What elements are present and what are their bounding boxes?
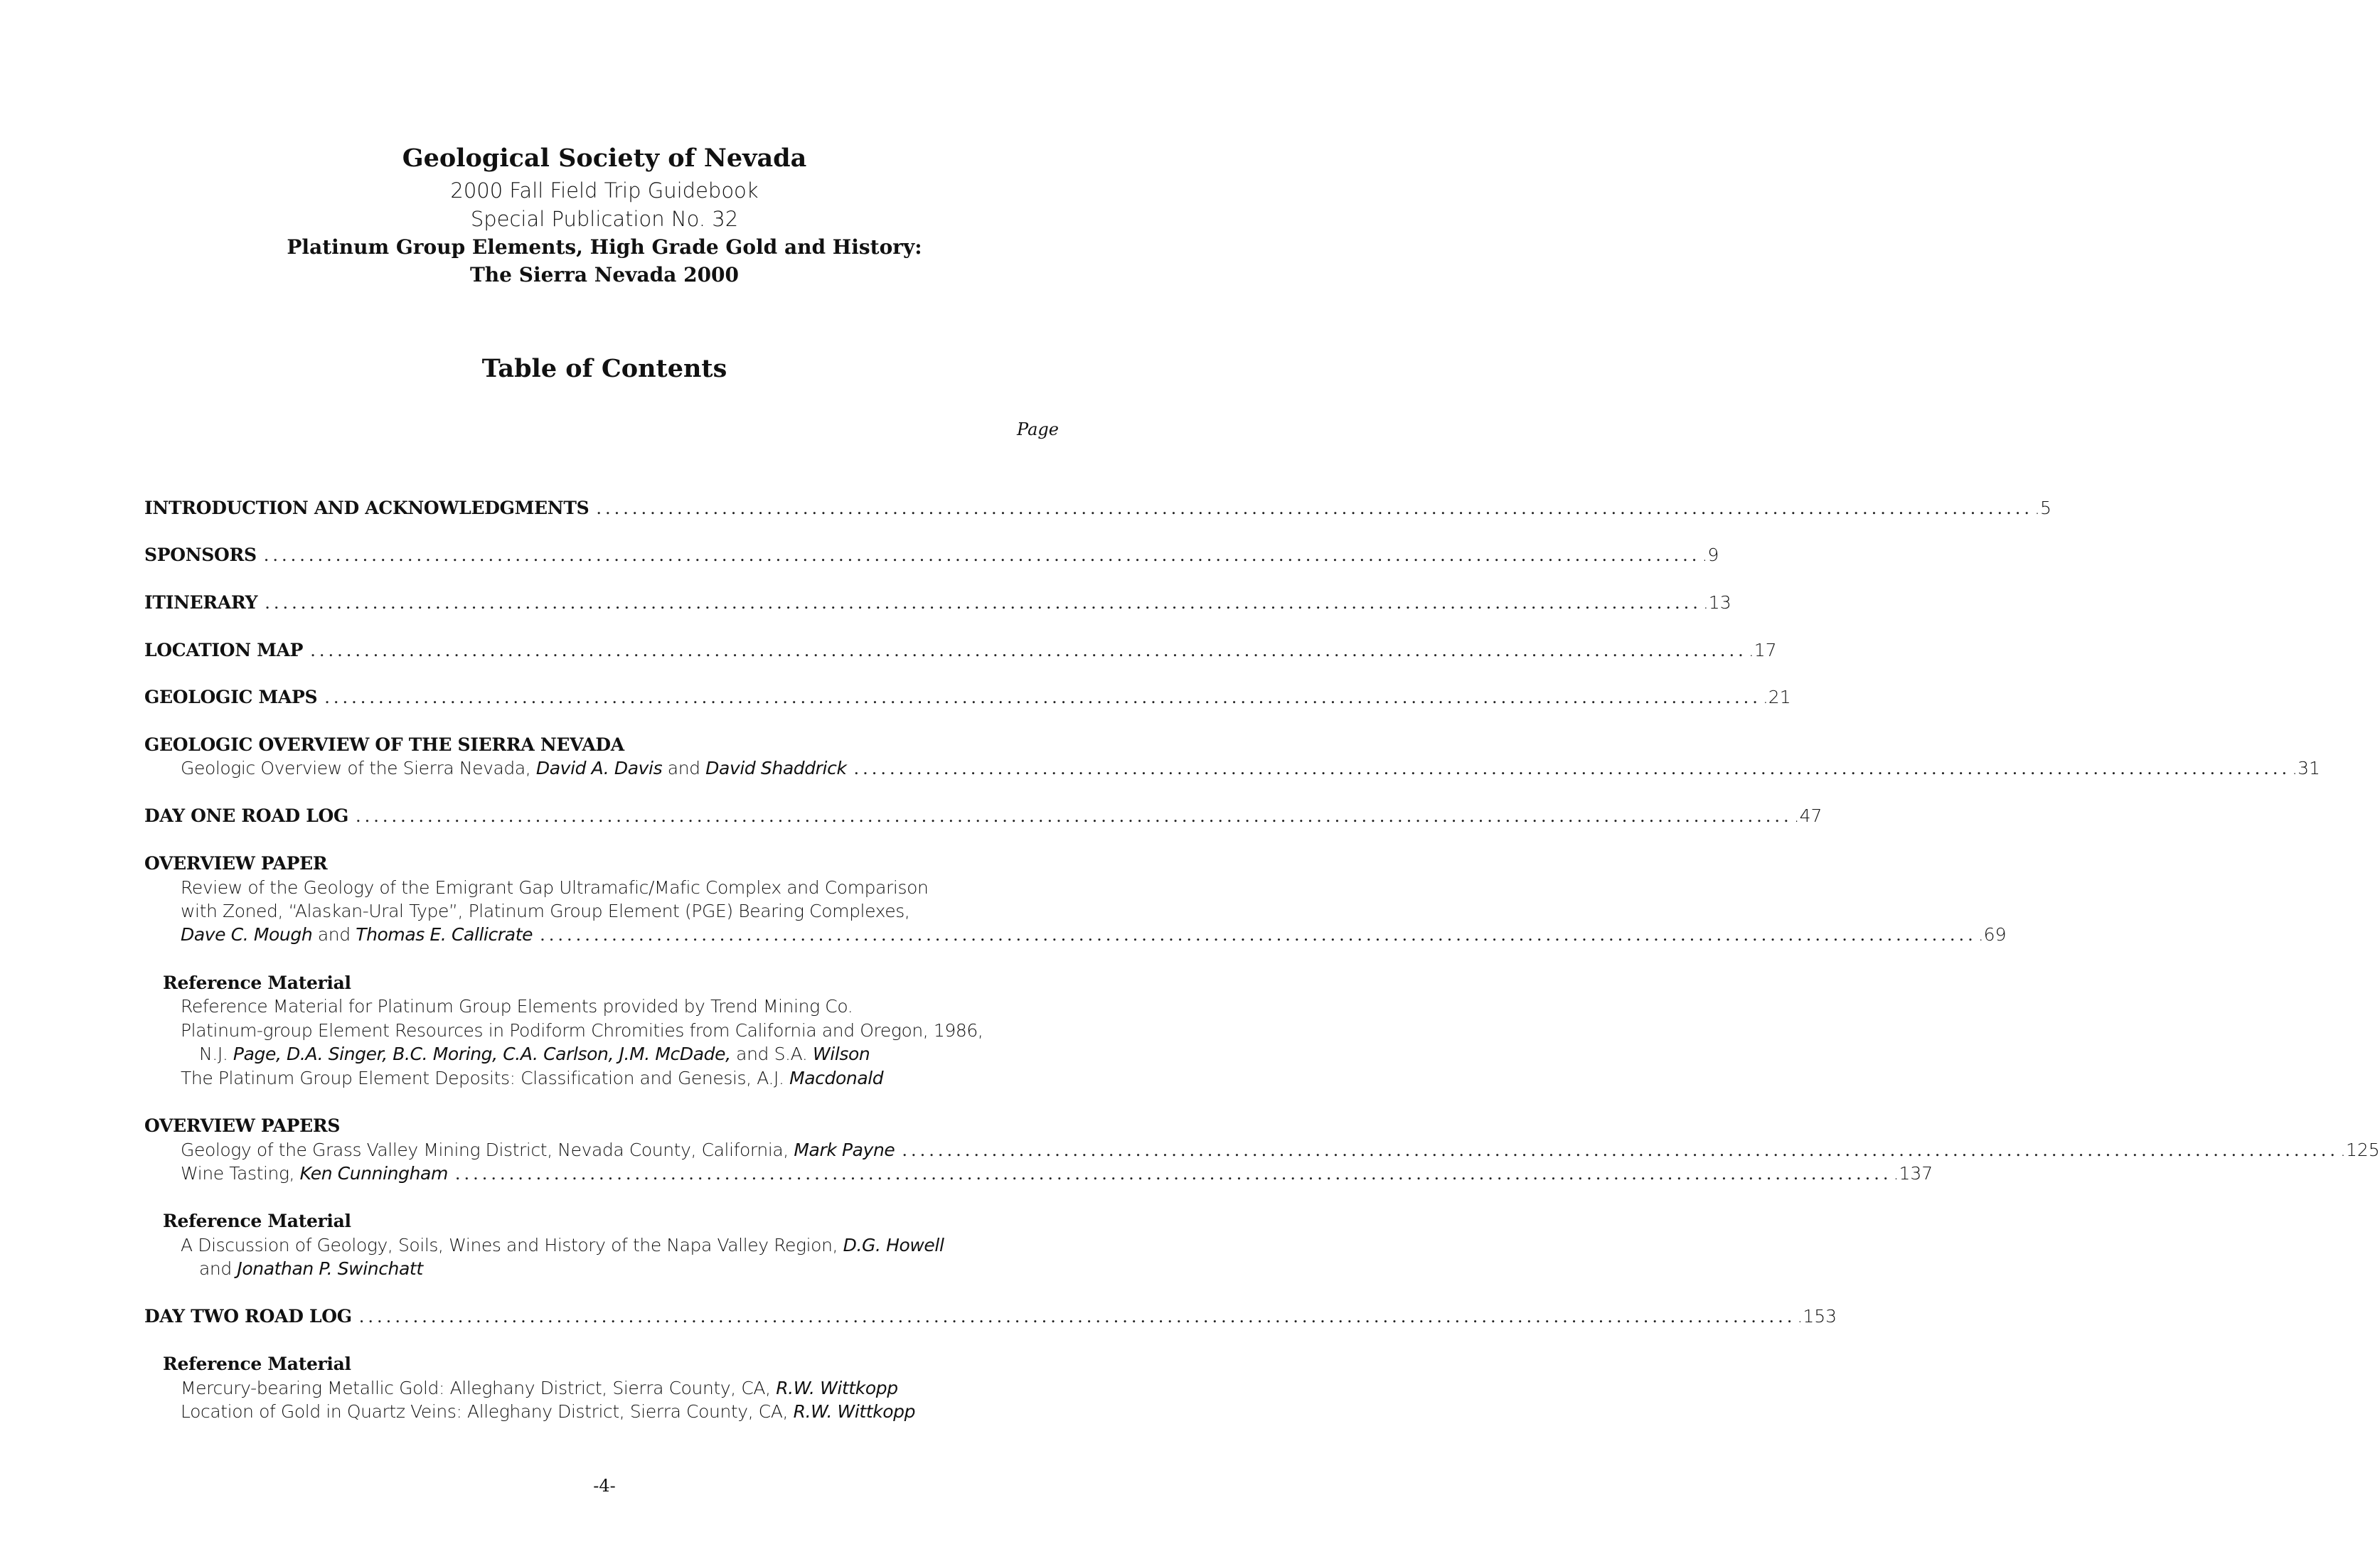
author-name: Thomas E. Callicrate [356, 924, 533, 945]
page-number-footer: -4- [593, 1476, 616, 1496]
reference-text: Location of Gold in Quartz Veins: Alleghany District, Sierra County, CA, R.W. Wittkopp [181, 1401, 916, 1422]
reference-material-heading [163, 973, 1037, 997]
reference-text: Platinum-group Element Resources in Podiform Chromities from California and Oregon, 1986, [181, 1020, 983, 1041]
reference-text: A Discussion of Geology, Soils, Wines and History of the Napa Valley Region, D.G. Howell [181, 1235, 944, 1255]
toc-section-label: LOCATION MAP [144, 640, 304, 660]
reference-item [181, 1068, 1037, 1092]
toc-entry-day-one[interactable] [144, 805, 1823, 830]
toc-entry-intro[interactable] [144, 498, 2051, 522]
society-name: Geological Society of Nevada [402, 144, 807, 173]
leader-dots: ................................................................................................................................................................ [356, 806, 1793, 826]
leader-dots: ................................................................................................................................................................ [263, 545, 1701, 565]
toc-page-number: .153 [1797, 1306, 1837, 1327]
author-name: Jonathan P. Swinchatt [237, 1258, 423, 1279]
author-name: Macdonald [789, 1068, 884, 1088]
author-name: D.G. Howell [843, 1235, 944, 1255]
toc-entry-text-line [181, 901, 1037, 925]
toc-entry-text: Wine Tasting, Ken Cunningham [181, 1163, 448, 1184]
author-name: Mark Payne [794, 1140, 895, 1160]
toc-page-number: .13 [1702, 592, 1731, 613]
toc-page-number: .9 [1702, 545, 1719, 565]
reference-item [199, 1044, 1037, 1068]
reference-item [181, 1378, 1037, 1402]
toc-entry-geologic-maps[interactable] [144, 687, 1791, 711]
author-name: Page, D.A. Singer, B.C. Moring, C.A. Carlson, J.M. McDade, [233, 1044, 731, 1064]
leader-dots: ................................................................................................................................................................ [265, 593, 1702, 613]
reference-text: N.J. Page, D.A. Singer, B.C. Moring, C.A. Carlson, J.M. McDade, and S.A. Wilson [199, 1044, 870, 1064]
guidebook-line: 2000 Fall Field Trip Guidebook [450, 178, 759, 203]
publication-title-line-2: The Sierra Nevada 2000 [469, 263, 740, 286]
toc-entry-itinerary[interactable] [144, 592, 1731, 616]
reference-item [181, 1235, 1037, 1259]
reference-text: and Jonathan P. Swinchatt [199, 1258, 423, 1279]
leader-dots: ................................................................................................................................................................ [358, 1307, 1796, 1327]
leader-dots: ................................................................................................................................................................ [853, 759, 2291, 778]
leader-dots: ................................................................................................................................................................ [454, 1164, 1892, 1184]
author-name: Wilson [812, 1044, 870, 1064]
leader-dots: ................................................................................................................................................................ [324, 687, 1761, 707]
toc-section-overview-papers [144, 1115, 1037, 1140]
reference-item [181, 996, 1037, 1020]
toc-section-geologic-overview [144, 734, 1037, 759]
toc-section-overview-paper [144, 853, 1037, 877]
author-name: Ken Cunningham [299, 1163, 448, 1184]
toc-entry-grass-valley[interactable] [181, 1140, 2380, 1164]
reference-item [181, 1020, 1037, 1044]
toc-section-label: GEOLOGIC OVERVIEW OF THE SIERRA NEVADA [144, 734, 624, 755]
reference-label: Reference Material [163, 973, 351, 993]
toc-page-number: .5 [2034, 498, 2051, 518]
leader-dots: ................................................................................................................................................................ [902, 1140, 2339, 1160]
toc-entry-wine-tasting[interactable] [181, 1163, 1933, 1187]
leader-dots: ................................................................................................................................................................ [596, 498, 2033, 518]
reference-text: The Platinum Group Element Deposits: Classification and Genesis, A.J. Macdonald [181, 1068, 884, 1088]
reference-item [199, 1258, 1037, 1282]
reference-material-heading [163, 1211, 1037, 1235]
publication-title-line-1: Platinum Group Elements, High Grade Gold and History: [287, 235, 922, 259]
toc-section-label: SPONSORS [144, 545, 257, 565]
page-column-label: Page [1017, 419, 1059, 439]
toc-page-number: .69 [1978, 924, 2007, 945]
toc-entry-text: Geology of the Grass Valley Mining District, Nevada County, California, Mark Payne [181, 1140, 895, 1160]
toc-page-number: .137 [1893, 1163, 1933, 1184]
toc-entry-text-line [181, 877, 1037, 901]
document-header [0, 141, 1209, 289]
leader-dots: ................................................................................................................................................................ [540, 925, 1977, 945]
toc-section-label: DAY TWO ROAD LOG [144, 1306, 352, 1327]
reference-material-heading [163, 1354, 1037, 1378]
toc-entry-text: Review of the Geology of the Emigrant Gap Ultramafic/Mafic Complex and Comparison [181, 877, 929, 898]
toc-page-number: .125 [2340, 1140, 2380, 1160]
author-name: R.W. Wittkopp [793, 1401, 916, 1422]
reference-item [181, 1401, 1037, 1425]
author-name: David Shaddrick [705, 758, 847, 778]
toc-entry-sponsors[interactable] [144, 545, 1719, 569]
toc-entry-geologic-overview-paper[interactable] [181, 758, 2320, 782]
toc-page-number: .47 [1793, 805, 1823, 826]
toc-section-label: DAY ONE ROAD LOG [144, 805, 349, 826]
toc-entry-overview-paper[interactable] [181, 924, 2007, 948]
toc-entry-text: Dave C. Mough and Thomas E. Callicrate [181, 924, 533, 945]
toc-page-number: .17 [1748, 640, 1777, 660]
author-name: R.W. Wittkopp [776, 1378, 898, 1398]
toc-section-label: INTRODUCTION AND ACKNOWLEDGMENTS [144, 498, 589, 518]
author-name: Dave C. Mough [181, 924, 313, 945]
toc-page-number: .21 [1762, 687, 1791, 707]
reference-label: Reference Material [163, 1211, 351, 1231]
toc-section-label: ITINERARY [144, 592, 258, 613]
toc-heading: Table of Contents [481, 354, 727, 383]
toc-entry-text: Geologic Overview of the Sierra Nevada, David A. Davis and David Shaddrick [181, 758, 847, 778]
toc-section-label: GEOLOGIC MAPS [144, 687, 318, 707]
leader-dots: ................................................................................................................................................................ [310, 641, 1747, 660]
reference-text: Mercury-bearing Metallic Gold: Alleghany District, Sierra County, CA, R.W. Wittkopp [181, 1378, 898, 1398]
toc-entry-text: with Zoned, “Alaskan-Ural Type”, Platinum Group Element (PGE) Bearing Complexes, [181, 901, 910, 921]
reference-text: Reference Material for Platinum Group Elements provided by Trend Mining Co. [181, 996, 853, 1017]
toc-section-label: OVERVIEW PAPERS [144, 1115, 341, 1136]
toc-entry-location-map[interactable] [144, 640, 1777, 664]
reference-label: Reference Material [163, 1354, 351, 1374]
author-name: David A. Davis [535, 758, 663, 778]
toc-section-label: OVERVIEW PAPER [144, 853, 328, 874]
publication-line: Special Publication No. 32 [470, 207, 739, 231]
toc-page-number: .31 [2292, 758, 2320, 778]
toc-entry-day-two[interactable] [144, 1306, 1837, 1330]
